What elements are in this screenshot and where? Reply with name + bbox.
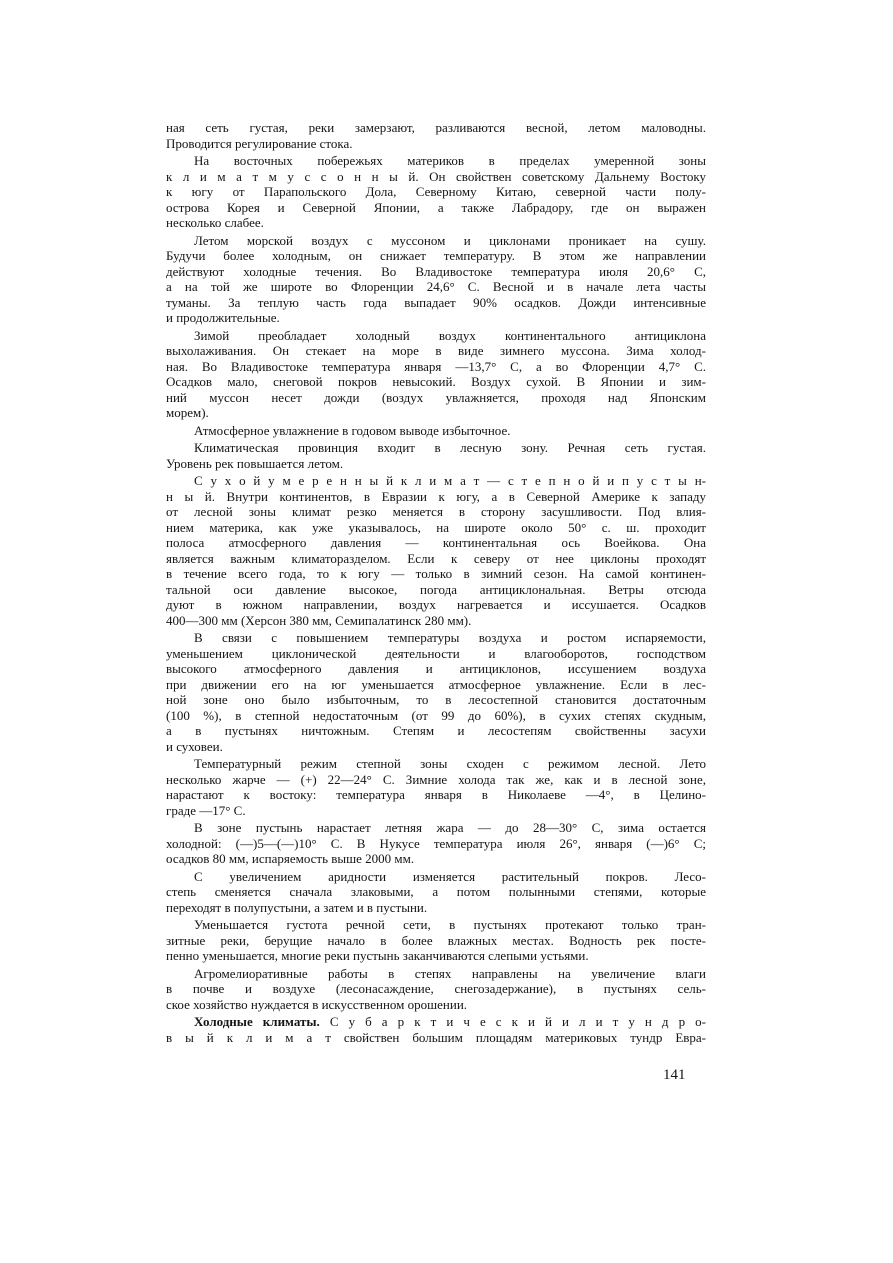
text-line: а в пустынях ничтожным. Степям и лесостепям свойственны засухи <box>166 723 706 738</box>
text-line: Атмосферное увлажнение в годовом выводе избыточное. <box>194 422 511 438</box>
text-line: зитные реки, берущие начало в более влажных местах. Водность рек посте- <box>166 932 706 948</box>
text-line: ной зоне оно было избыточным, то в лесостепной становится достаточным <box>166 692 706 707</box>
text-line: н ы й. Внутри континентов, в Евразии к югу, а в Северной Америке к западу <box>166 488 706 504</box>
paragraph <box>166 966 706 1013</box>
text-line: ная. Во Владивостоке температура января —13,7° С, а во Флоренции 4,7° С. <box>166 358 706 374</box>
text-line: уменьшением циклонической деятельности и влагооборотов, господством <box>166 645 706 661</box>
text-line: полоса атмосферного давления — континентальная ось Воейкова. Она <box>166 535 706 550</box>
text-line: и суховеи. <box>166 738 223 754</box>
text-line: туманы. За теплую часть года выпадает 90% осадков. Дожди интенсивные <box>166 294 706 310</box>
text-line: морем). <box>166 405 209 420</box>
paragraph <box>166 630 706 754</box>
text-line: ний муссон несет дожди (воздух увлажняется, проходя над Японским <box>166 389 706 405</box>
paragraph <box>166 917 706 964</box>
book-page <box>166 118 706 1045</box>
text-line: Климатическая провинция входит в лесную зону. Речная сеть густая. <box>194 440 706 455</box>
text-line: С увеличением аридности изменяется растительный покров. Лесо- <box>194 868 706 884</box>
text-line: выхолаживания. Он стекает на море в виде зимнего муссона. Зима холод- <box>166 343 706 358</box>
text-line: С у х о й у м е р е н н ы й к л и м а т — с т е п н о й и п у с т ы н- <box>194 473 706 488</box>
paragraph <box>166 820 706 867</box>
section-heading: Холодные климаты. <box>194 1014 320 1029</box>
text-line: несколько жарче — (+) 22—24° С. Зимние холода так же, как и в лесной зоне, <box>166 771 706 787</box>
text-line: Уровень рек повышается летом. <box>166 455 344 471</box>
text-line: Температурный режим степной зоны сходен с режимом лесной. Лето <box>194 756 706 771</box>
text-line: ское хозяйство нуждается в искусственном орошении. <box>166 996 468 1012</box>
text-line: нием материка, как уже указывалось, на широте около 50° с. ш. проходит <box>166 519 706 535</box>
text-line: Будучи более холодным, он снижает температуру. В этом же направлении <box>166 248 706 263</box>
paragraph <box>166 440 706 471</box>
text-line: граде —17° С. <box>166 802 246 818</box>
paragraph <box>166 869 706 916</box>
text-line: высокого атмосферного давления и антициклонов, иссушением воздуха <box>166 661 706 676</box>
text-line: осадков 80 мм, испаряемость выше 2000 мм. <box>166 851 415 866</box>
text-line: степь сменяется сначала злаковыми, а потом полынными степями, которые <box>166 884 706 899</box>
paragraph <box>166 328 706 421</box>
text-line: Осадков мало, снеговой покров невысокий. Воздух сухой. В Японии и зим- <box>166 374 706 389</box>
text-fragment: С у б а р к т и ч е с к и й и л и т у н д р о- <box>329 1014 706 1029</box>
text-line: пенно уменьшается, многие реки пустынь заканчиваются слепыми устьями. <box>166 948 589 963</box>
text-line: дуют в южном направлении, воздух нагревается и иссушается. Осадков <box>166 597 706 612</box>
text-line: В связи с повышением температуры воздуха и ростом испаряемости, <box>194 630 706 645</box>
text-line: в почве и воздухе (лесонасаждение, снегозадержание), в пустынях сель- <box>166 981 706 996</box>
text-line: переходят в полупустыни, а затем и в пустыни. <box>166 899 428 915</box>
text-line: при движении его на юг уменьшается атмосферное увлажнение. Если в лес- <box>166 676 706 692</box>
paragraph <box>166 153 706 231</box>
text-line: Агромелиоративные работы в степях направлены на увеличение влаги <box>194 965 706 981</box>
paragraph <box>166 473 706 628</box>
paragraph <box>166 120 706 151</box>
page-number: 141 <box>663 1067 686 1083</box>
text-line: На восточных побережьях материков в пределах умеренной зоны <box>194 153 706 168</box>
text-line: тальной оси давление высокое, погода антициклональная. Ветры отсюда <box>166 581 706 597</box>
text-line: в ы й к л и м а т свойствен большим площадям материковых тундр Евра- <box>166 1029 706 1045</box>
text-line: несколько слабее. <box>166 215 264 230</box>
text-line: нарастают к востоку: температура января в Николаеве —4°, в Целино- <box>166 787 706 802</box>
text-line: Уменьшается густота речной сети, в пустынях протекают только тран- <box>194 917 706 932</box>
text-line: холодной: (—)5—(—)10° С. В Нукусе температура июля 26°, января (—)6° С; <box>166 835 706 851</box>
text-line: и продолжительные. <box>166 310 280 325</box>
text-line: Зимой преобладает холодный воздух континентального антициклона <box>194 327 706 343</box>
paragraph <box>166 233 706 326</box>
text-line: 400—300 мм (Херсон 380 мм, Семипалатинск 280 мм). <box>166 612 472 628</box>
text-line: острова Корея и Северной Японии, а также Лабрадору, где он выражен <box>166 199 706 215</box>
text-line: а на той же широте во Флоренции 24,6° С. Весной и в начале лета часты <box>166 279 706 294</box>
text-line: ная сеть густая, реки замерзают, разливаются весной, летом маловодны. <box>166 120 706 135</box>
paragraph <box>166 756 706 818</box>
text-line: В зоне пустынь нарастает летняя жара — до 28—30° С, зима остается <box>194 820 706 835</box>
text-line: к югу от Парапольского Дола, Северному Китаю, северной части полу- <box>166 184 706 199</box>
text-line: является важным климаторазделом. Если к северу от нее циклоны проходят <box>166 550 706 566</box>
text-line: (100 %), в степной недостаточным (от 99 до 60%), в сухих степях скудным, <box>166 707 706 723</box>
text-line <box>166 1014 706 1030</box>
paragraph <box>166 423 706 439</box>
text-line: Летом морской воздух с муссоном и циклонами проникает на сушу. <box>194 232 706 248</box>
text-line: в течение всего года, то к югу — только в зимний сезон. На самой континен- <box>166 566 706 581</box>
text-line: Проводится регулирование стока. <box>166 135 353 151</box>
text-line: действуют холодные течения. Во Владивостоке температура июля 20,6° С, <box>166 263 706 279</box>
text-line: к л и м а т м у с с о н н ы й. Он свойствен советскому Дальнему Востоку <box>166 168 706 184</box>
text-line: от лесной зоны климат резко меняется в сторону засушливости. Под влия- <box>166 504 706 519</box>
paragraph <box>166 1014 706 1045</box>
